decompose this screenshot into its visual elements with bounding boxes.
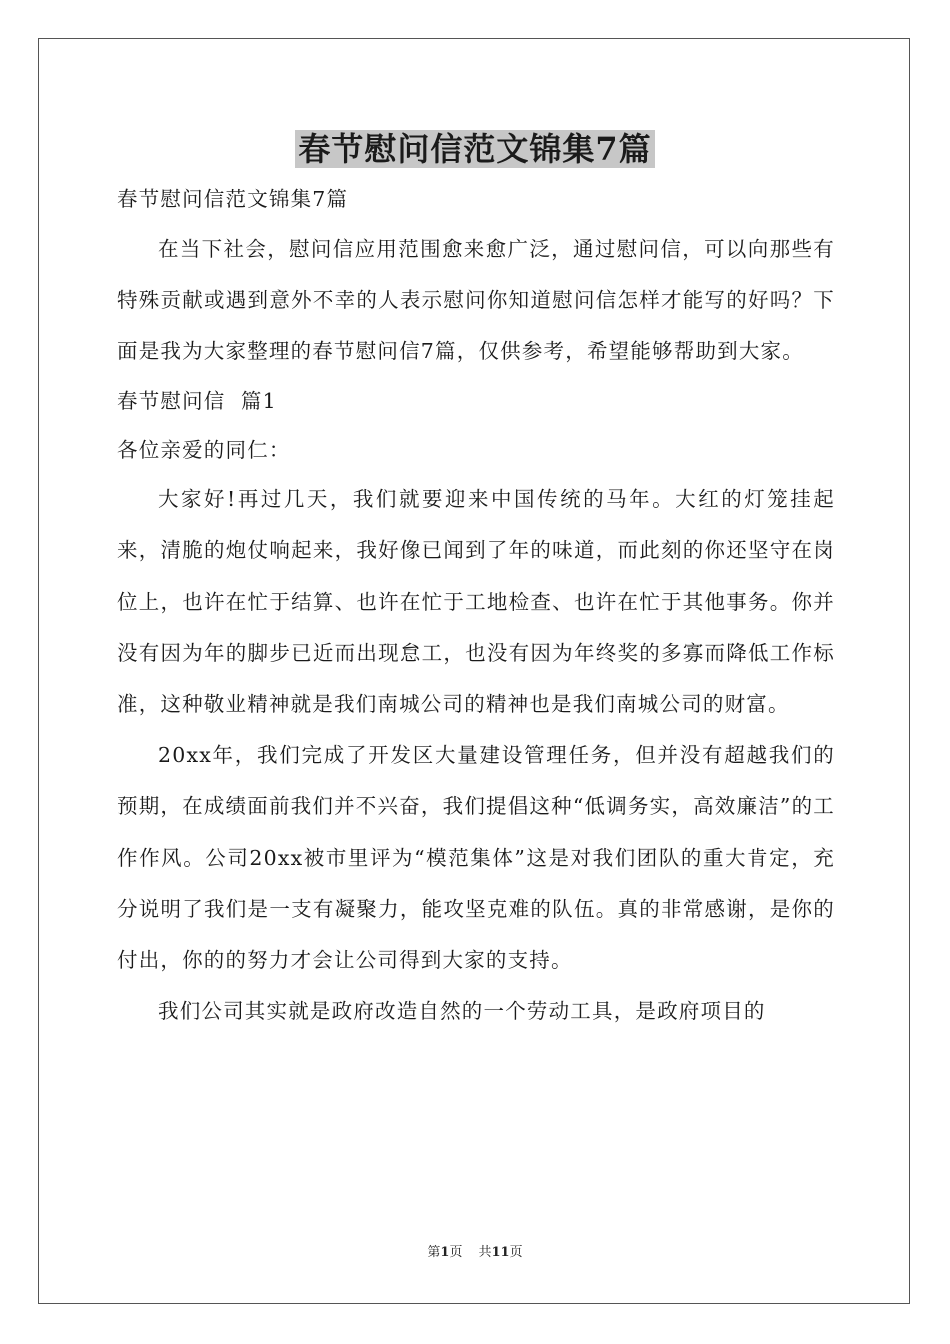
body-paragraph: 20xx年，我们完成了开发区大量建设管理任务，但并没有超越我们的预期，在成绩面前我们并不兴奋，我们提倡这种“低调务实，高效廉洁”的工作作风。公司20xx被市里评为“模范集体”这是对我们团队的重大肯定，充分说明了我们是一支有凝聚力，能攻坚克难的队伍。真的非常感谢，是你的付出，你的的努力才会让公司得到大家的支持。 xyxy=(117,743,835,972)
body-paragraph: 我们公司其实就是政府改造自然的一个劳动工具，是政府项目的 xyxy=(158,999,766,1024)
document-subtitle: 春节慰问信范文锦集7篇 xyxy=(117,187,349,211)
section-heading: 春节慰问信 篇1 xyxy=(117,389,277,414)
footer-page-number: 1 xyxy=(440,1245,450,1260)
intro-paragraph: 在当下社会，慰问信应用范围愈来愈广泛，通过慰问信，可以向那些有特殊贡献或遇到意外不幸的人表示慰问你知道慰问信怎样才能写的好吗？下面是我为大家整理的春节慰问信7篇，仅供参考，希望能够帮助到大家。 xyxy=(117,236,835,363)
salutation: 各位亲爱的同仁： xyxy=(117,437,291,462)
footer-total-suffix: 页 xyxy=(509,1245,523,1260)
document-title-text: 春节慰问信范文锦集7篇 xyxy=(295,130,654,168)
body-paragraph: 大家好!再过几天，我们就要迎来中国传统的马年。大红的灯笼挂起来，清脆的炮仗响起来，我好像已闻到了年的味道，而此刻的你还坚守在岗位上，也许在忙于结算、也许在忙于工地检查、也许在忙于其他事务。你并没有因为年的脚步已近而出现怠工，也没有因为年终奖的多寡而降低工作标准，这种敬业精神就是我们南城公司的精神也是我们南城公司的财富。 xyxy=(117,487,835,716)
page-footer xyxy=(0,1243,950,1263)
footer-total-pages: 11 xyxy=(491,1245,510,1260)
footer-page-suffix: 页 xyxy=(449,1245,463,1260)
document-body xyxy=(117,175,835,1037)
footer-page-prefix: 第 xyxy=(427,1245,441,1260)
document-title xyxy=(0,124,950,174)
footer-total-prefix: 共 xyxy=(478,1245,492,1260)
